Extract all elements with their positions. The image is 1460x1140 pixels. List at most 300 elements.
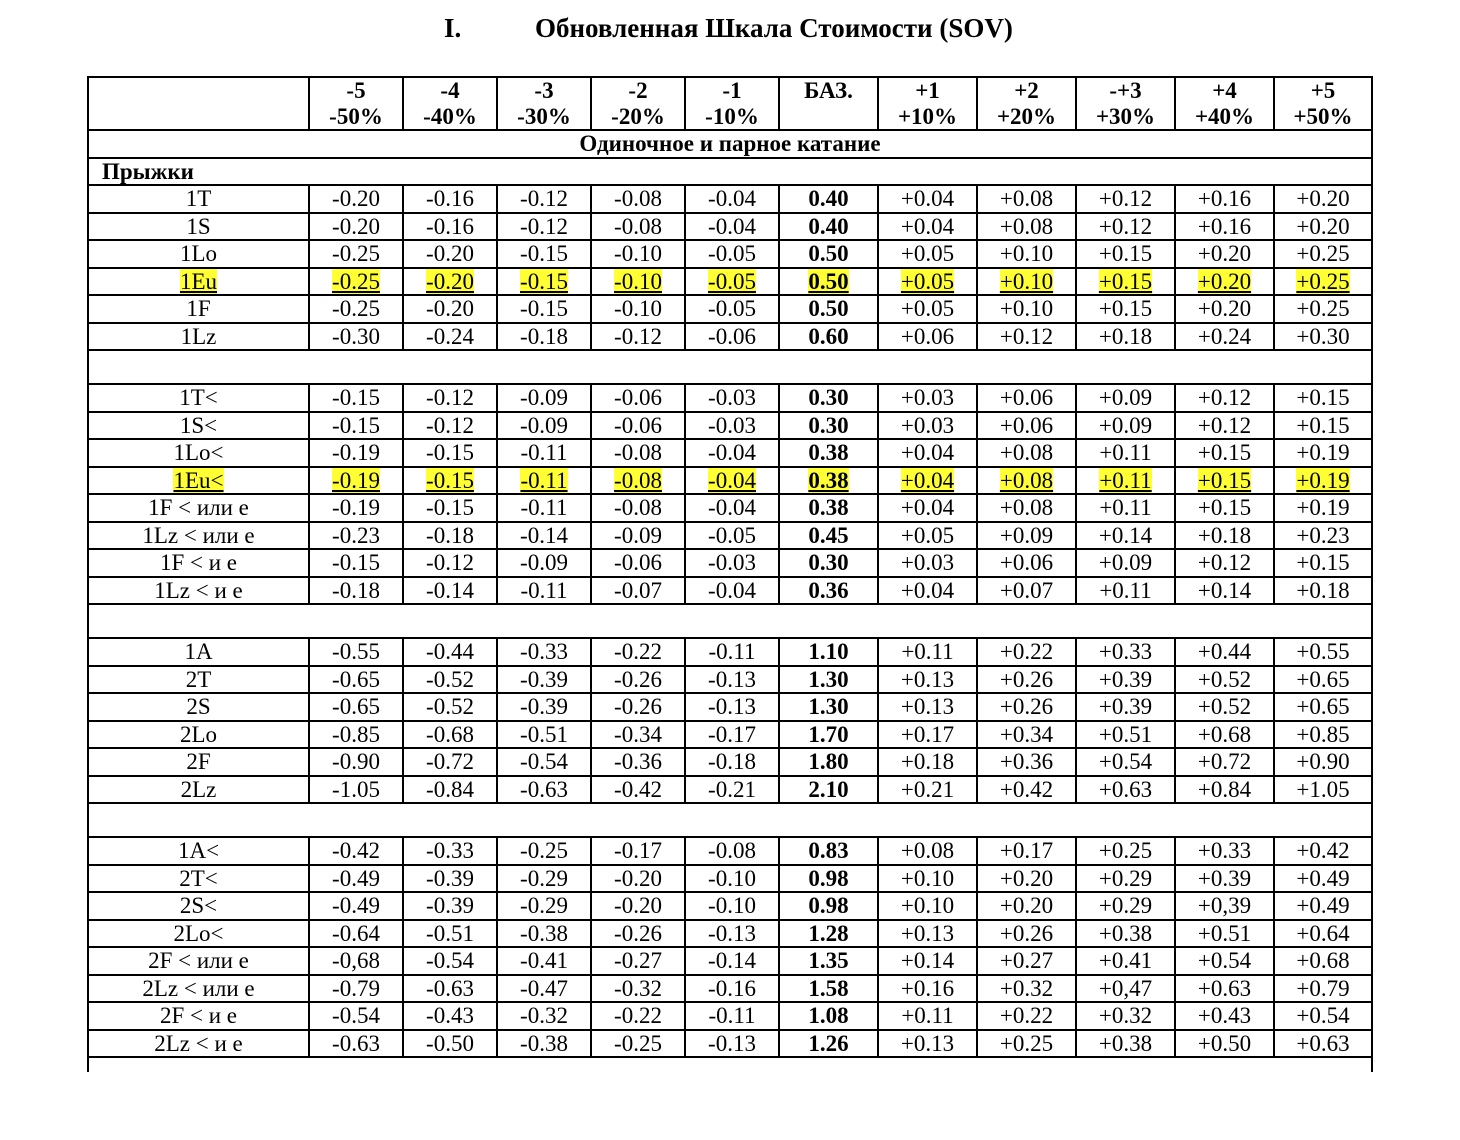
goe-value <box>403 947 497 975</box>
element-code: 1Eu <box>179 268 218 294</box>
goe-value <box>1076 384 1175 412</box>
value-text: -0.16 <box>426 186 474 212</box>
value-text: +0.18 <box>1296 577 1350 603</box>
value-text: +0.04 <box>900 577 955 603</box>
value-text: -0.11 <box>520 495 568 521</box>
goe-value <box>1175 776 1274 804</box>
goe-value <box>497 638 591 666</box>
goe-value <box>878 439 977 467</box>
goe-value <box>309 1002 403 1030</box>
goe-value <box>878 947 977 975</box>
value-text: 0.30 <box>808 550 849 576</box>
header-step: -1 <box>685 77 779 104</box>
element-label <box>88 666 309 694</box>
value-text: -0.63 <box>520 776 568 802</box>
value-text: +0.49 <box>1296 865 1350 891</box>
goe-value <box>591 439 685 467</box>
header-percents-row <box>88 104 1372 131</box>
value-text: -0.22 <box>614 639 662 665</box>
value-text: -0.14 <box>426 577 474 603</box>
value-text: +0.05 <box>900 268 955 294</box>
element-label <box>88 412 309 440</box>
value-text: -0.04 <box>708 577 756 603</box>
value-text: -0.10 <box>614 296 662 322</box>
value-text: -0.68 <box>426 721 474 747</box>
value-text: +0.23 <box>1296 522 1350 548</box>
element-label <box>88 467 309 495</box>
base-value <box>779 467 878 495</box>
goe-value <box>403 185 497 213</box>
goe-value <box>1175 467 1274 495</box>
goe-value <box>497 1002 591 1030</box>
element-label <box>88 213 309 241</box>
value-text: +0.14 <box>900 948 955 974</box>
goe-value <box>685 837 779 865</box>
value-text: -0.15 <box>332 412 380 438</box>
header-percent <box>779 104 878 131</box>
goe-value <box>497 776 591 804</box>
goe-value <box>1076 920 1175 948</box>
goe-value <box>977 1002 1076 1030</box>
value-text: -0.41 <box>520 948 568 974</box>
goe-value <box>1175 693 1274 721</box>
spacer-cell <box>88 604 1372 638</box>
goe-value <box>403 240 497 268</box>
goe-value <box>403 467 497 495</box>
value-text: -0.08 <box>708 838 756 864</box>
value-text: +0.11 <box>1099 467 1152 493</box>
goe-value <box>497 865 591 893</box>
goe-value <box>1274 295 1372 323</box>
value-text: +0.13 <box>900 920 955 946</box>
base-value <box>779 240 878 268</box>
value-text: -0.55 <box>332 639 380 665</box>
value-text: +0.04 <box>900 213 955 239</box>
value-text: +0.90 <box>1296 749 1350 775</box>
goe-value <box>403 638 497 666</box>
table-row <box>88 1030 1372 1058</box>
value-text: 0.38 <box>808 467 849 493</box>
value-text: 1.10 <box>808 639 849 665</box>
goe-value <box>403 865 497 893</box>
table-row <box>88 693 1372 721</box>
value-text: +0,47 <box>1098 975 1153 1001</box>
value-text: +0.10 <box>999 296 1054 322</box>
value-text: -0.19 <box>332 440 380 466</box>
value-text: -0.49 <box>332 865 380 891</box>
header-step: +1 <box>878 77 977 104</box>
value-text: -0.63 <box>426 975 474 1001</box>
goe-value <box>497 384 591 412</box>
goe-value <box>403 892 497 920</box>
value-text: +0.26 <box>999 920 1054 946</box>
goe-value <box>685 384 779 412</box>
sov-table <box>87 76 1373 1072</box>
value-text: +0.25 <box>1098 838 1153 864</box>
goe-value <box>403 268 497 296</box>
value-text: +0.68 <box>1197 721 1252 747</box>
goe-value <box>878 865 977 893</box>
goe-value <box>591 892 685 920</box>
element-code: 1T< <box>179 385 218 411</box>
value-text: +0.12 <box>1197 385 1252 411</box>
value-text: -0.04 <box>708 467 756 493</box>
goe-value <box>1274 666 1372 694</box>
goe-value <box>1076 240 1175 268</box>
value-text: -0.64 <box>332 920 380 946</box>
goe-value <box>1175 666 1274 694</box>
goe-value <box>1274 577 1372 605</box>
value-text: -0.25 <box>332 241 380 267</box>
header-percent: -30% <box>497 104 591 131</box>
value-text: -0.25 <box>332 296 380 322</box>
value-text: 2.10 <box>808 776 849 802</box>
value-text: -0.79 <box>332 975 380 1001</box>
value-text: +0.20 <box>1296 186 1350 212</box>
section-title: Одиночное и парное катание <box>88 130 1372 158</box>
goe-value <box>1076 865 1175 893</box>
goe-value <box>309 693 403 721</box>
value-text: -1.05 <box>332 776 380 802</box>
value-text: +0.63 <box>1098 776 1153 802</box>
value-text: 0.98 <box>808 865 849 891</box>
value-text: +0.24 <box>1197 323 1252 349</box>
element-label <box>88 549 309 577</box>
goe-value <box>497 975 591 1003</box>
document-title <box>0 10 1460 46</box>
header-percent: +10% <box>878 104 977 131</box>
goe-value <box>1175 865 1274 893</box>
value-text: +0.12 <box>1197 412 1252 438</box>
goe-value <box>977 975 1076 1003</box>
value-text: +0.11 <box>1099 495 1152 521</box>
value-text: -0.07 <box>614 577 662 603</box>
goe-value <box>591 494 685 522</box>
goe-value <box>685 577 779 605</box>
element-code: 1Lo< <box>173 440 224 466</box>
table-row <box>88 638 1372 666</box>
value-text: 0.60 <box>808 323 849 349</box>
value-text: -0.44 <box>426 639 474 665</box>
goe-value <box>591 837 685 865</box>
table-row <box>88 892 1372 920</box>
goe-value <box>977 776 1076 804</box>
goe-value <box>1274 213 1372 241</box>
value-text: -0.20 <box>426 241 474 267</box>
goe-value <box>1274 638 1372 666</box>
header-corner <box>88 104 309 131</box>
value-text: +0.03 <box>900 412 955 438</box>
goe-value <box>1076 693 1175 721</box>
goe-value <box>685 920 779 948</box>
goe-value <box>878 837 977 865</box>
table-row <box>88 240 1372 268</box>
value-text: +0.10 <box>900 893 955 919</box>
goe-value <box>1175 947 1274 975</box>
goe-value <box>497 721 591 749</box>
goe-value <box>1076 837 1175 865</box>
goe-value <box>403 666 497 694</box>
goe-value <box>591 467 685 495</box>
goe-value <box>977 494 1076 522</box>
element-code: 2F <box>186 749 211 775</box>
element-label <box>88 268 309 296</box>
base-value <box>779 268 878 296</box>
goe-value <box>591 240 685 268</box>
value-text: -0.43 <box>426 1003 474 1029</box>
base-value <box>779 577 878 605</box>
value-text: +0.18 <box>1098 323 1153 349</box>
value-text: -0.38 <box>520 1030 568 1056</box>
value-text: +0.06 <box>900 323 955 349</box>
goe-value <box>1076 549 1175 577</box>
value-text: -0.05 <box>708 296 756 322</box>
value-text: +0.18 <box>1197 522 1252 548</box>
value-text: +0.20 <box>1197 296 1252 322</box>
table-row <box>88 412 1372 440</box>
spacer-row <box>88 350 1372 384</box>
goe-value <box>878 748 977 776</box>
value-text: 1.58 <box>808 975 849 1001</box>
goe-value <box>1274 185 1372 213</box>
element-label <box>88 1002 309 1030</box>
header-step: -5 <box>309 77 403 104</box>
goe-value <box>403 975 497 1003</box>
table-row <box>88 920 1372 948</box>
value-text: +0.22 <box>999 1003 1054 1029</box>
title-text: Обновленная Шкала Стоимости (SOV) <box>535 13 1013 43</box>
value-text: -0.08 <box>614 467 662 493</box>
goe-value <box>1175 494 1274 522</box>
goe-value <box>309 947 403 975</box>
goe-value <box>1076 213 1175 241</box>
table-row <box>88 1002 1372 1030</box>
goe-value <box>685 185 779 213</box>
goe-value <box>1274 865 1372 893</box>
goe-value <box>977 412 1076 440</box>
goe-value <box>685 213 779 241</box>
goe-value <box>685 666 779 694</box>
value-text: +0.54 <box>1098 749 1153 775</box>
goe-value <box>977 693 1076 721</box>
base-value <box>779 323 878 351</box>
value-text: -0.54 <box>426 948 474 974</box>
goe-value <box>878 693 977 721</box>
element-label <box>88 975 309 1003</box>
value-text: -0.06 <box>614 412 662 438</box>
goe-value <box>1274 494 1372 522</box>
group-title: Прыжки <box>88 158 1372 186</box>
goe-value <box>403 837 497 865</box>
goe-value <box>1076 666 1175 694</box>
goe-value <box>1175 721 1274 749</box>
header-step: -4 <box>403 77 497 104</box>
element-label <box>88 323 309 351</box>
element-code: 2Lz < или e <box>142 975 255 1001</box>
value-text: -0.39 <box>520 694 568 720</box>
value-text: +0.68 <box>1296 948 1350 974</box>
value-text: -0.11 <box>520 440 568 466</box>
value-text: +0.16 <box>1197 186 1252 212</box>
value-text: +0.15 <box>1197 467 1252 493</box>
element-code: 1A <box>184 639 213 665</box>
value-text: 1.35 <box>808 948 849 974</box>
goe-value <box>1076 1030 1175 1058</box>
element-code: 1S< <box>179 412 218 438</box>
value-text: -0.18 <box>426 522 474 548</box>
header-percent: +40% <box>1175 104 1274 131</box>
value-text: +0.21 <box>900 776 955 802</box>
base-value <box>779 522 878 550</box>
base-value <box>779 1030 878 1058</box>
value-text: +0.15 <box>1296 412 1350 438</box>
value-text: +0.15 <box>1296 550 1350 576</box>
value-text: +0.15 <box>1098 268 1153 294</box>
goe-value <box>1175 522 1274 550</box>
goe-value <box>1175 295 1274 323</box>
goe-value <box>685 892 779 920</box>
goe-value <box>591 721 685 749</box>
goe-value <box>309 666 403 694</box>
goe-value <box>878 240 977 268</box>
value-text: -0.17 <box>614 838 662 864</box>
value-text: +0.72 <box>1197 749 1252 775</box>
value-text: +0.10 <box>999 241 1054 267</box>
value-text: 0.30 <box>808 412 849 438</box>
value-text: 0.50 <box>808 268 849 294</box>
value-text: +0.09 <box>1098 385 1153 411</box>
goe-value <box>977 947 1076 975</box>
value-text: +0.20 <box>999 893 1054 919</box>
table-row <box>88 494 1372 522</box>
value-text: +0.63 <box>1197 975 1252 1001</box>
value-text: +0,39 <box>1197 893 1252 919</box>
value-text: +0.54 <box>1296 1003 1350 1029</box>
goe-value <box>685 295 779 323</box>
value-text: +0.64 <box>1296 920 1350 946</box>
value-text: -0.09 <box>520 412 568 438</box>
table-row <box>88 295 1372 323</box>
goe-value <box>878 892 977 920</box>
goe-value <box>1274 776 1372 804</box>
element-code: 1A< <box>177 838 220 864</box>
goe-value <box>591 1030 685 1058</box>
goe-value <box>1076 494 1175 522</box>
value-text: +0.15 <box>1098 296 1153 322</box>
element-code: 1Lz <box>180 323 217 349</box>
goe-value <box>497 693 591 721</box>
value-text: -0.27 <box>614 948 662 974</box>
value-text: +0.19 <box>1296 467 1350 493</box>
goe-value <box>1274 549 1372 577</box>
value-text: +0.12 <box>999 323 1054 349</box>
goe-value <box>1175 920 1274 948</box>
value-text: +0.12 <box>1098 186 1153 212</box>
value-text: +0.44 <box>1197 639 1252 665</box>
goe-value <box>591 213 685 241</box>
value-text: +0.29 <box>1098 865 1153 891</box>
value-text: -0.52 <box>426 666 474 692</box>
goe-value <box>977 439 1076 467</box>
value-text: -0.16 <box>708 975 756 1001</box>
goe-value <box>977 213 1076 241</box>
goe-value <box>497 268 591 296</box>
header-percent: -40% <box>403 104 497 131</box>
table-row <box>88 947 1372 975</box>
goe-value <box>977 295 1076 323</box>
goe-value <box>1274 721 1372 749</box>
goe-value <box>1076 947 1175 975</box>
goe-value <box>685 693 779 721</box>
header-step: +5 <box>1274 77 1372 104</box>
header-percent: -50% <box>309 104 403 131</box>
value-text: -0.30 <box>332 323 380 349</box>
goe-value <box>497 494 591 522</box>
table-row <box>88 268 1372 296</box>
goe-value <box>1175 748 1274 776</box>
goe-value <box>309 638 403 666</box>
goe-value <box>977 638 1076 666</box>
value-text: +0.04 <box>900 495 955 521</box>
goe-value <box>591 268 685 296</box>
goe-value <box>309 892 403 920</box>
spacer-row <box>88 803 1372 837</box>
value-text: +0.03 <box>900 550 955 576</box>
value-text: +0.19 <box>1296 495 1350 521</box>
value-text: -0.51 <box>426 920 474 946</box>
goe-value <box>403 494 497 522</box>
goe-value <box>403 776 497 804</box>
goe-value <box>403 1030 497 1058</box>
value-text: +0.32 <box>1098 1003 1153 1029</box>
value-text: -0.21 <box>708 776 756 802</box>
table-row <box>88 522 1372 550</box>
goe-value <box>591 185 685 213</box>
goe-value <box>977 1030 1076 1058</box>
goe-value <box>1274 522 1372 550</box>
goe-value <box>878 920 977 948</box>
goe-value <box>1274 240 1372 268</box>
value-text: -0.65 <box>332 694 380 720</box>
table-row <box>88 865 1372 893</box>
goe-value <box>1274 467 1372 495</box>
value-text: -0.42 <box>332 838 380 864</box>
value-text: +0.18 <box>900 749 955 775</box>
value-text: +0.12 <box>1098 213 1153 239</box>
header-percent: +50% <box>1274 104 1372 131</box>
value-text: +0.33 <box>1197 838 1252 864</box>
base-value <box>779 892 878 920</box>
element-label <box>88 892 309 920</box>
goe-value <box>403 384 497 412</box>
value-text: +0.05 <box>900 241 955 267</box>
base-value <box>779 947 878 975</box>
value-text: +0.12 <box>1197 550 1252 576</box>
base-value <box>779 748 878 776</box>
value-text: +0.08 <box>999 186 1054 212</box>
value-text: -0.54 <box>332 1003 380 1029</box>
goe-value <box>878 323 977 351</box>
goe-value <box>403 577 497 605</box>
value-text: -0.12 <box>520 186 568 212</box>
goe-value <box>497 920 591 948</box>
value-text: -0.09 <box>520 385 568 411</box>
goe-value <box>497 213 591 241</box>
goe-value <box>1274 1002 1372 1030</box>
header-corner <box>88 77 309 104</box>
goe-value <box>1274 975 1372 1003</box>
value-text: +0.42 <box>1296 838 1350 864</box>
